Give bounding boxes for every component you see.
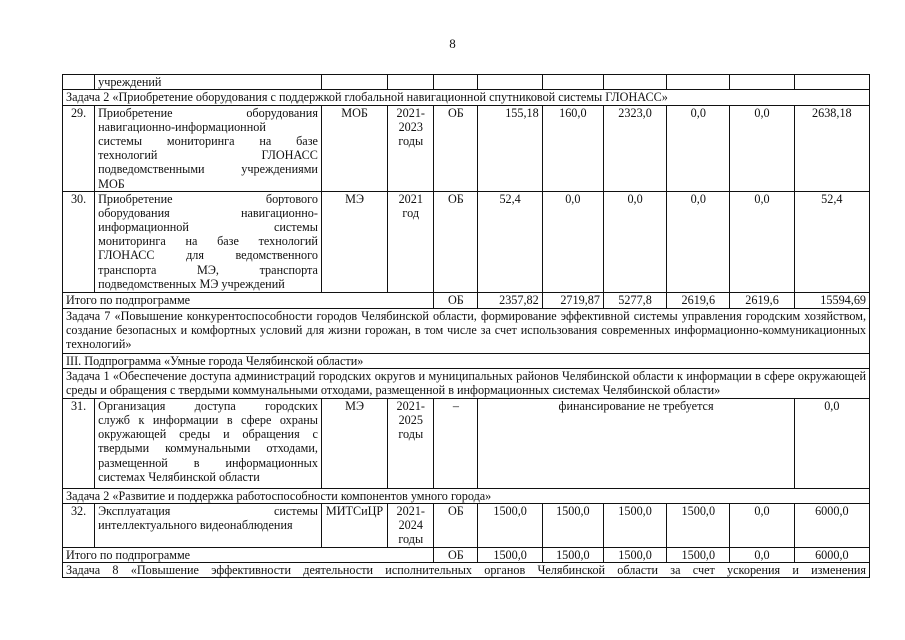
continuation-text: учреждений	[95, 75, 322, 90]
task-1: Задача 1 «Обеспечение доступа администраций городских округов и муниципальных районов Челябинской области к информации в сфере окружающей среды и обращения с твердыми коммунальными отходами, размещенной в информационных системах Челябинской области»	[63, 369, 870, 399]
table-row-31	[63, 399, 870, 489]
value-cell: 2719,87	[542, 293, 603, 309]
subtotal-label: Итого по подпрограмме	[63, 293, 434, 309]
funding-source: ОБ	[434, 192, 478, 293]
value-cell: 0,0	[730, 547, 794, 562]
value-cell: 1500,0	[667, 504, 730, 547]
value-cell: 1500,0	[603, 504, 666, 547]
measure-name: Эксплуатация системы интеллектуального видеонаблюдения	[95, 504, 322, 547]
row-number: 31.	[63, 399, 95, 489]
value-cell: 0,0	[667, 106, 730, 192]
funding-source: ОБ	[434, 293, 478, 309]
value-cell: 2357,82	[478, 293, 542, 309]
task-row	[63, 369, 870, 399]
years: 2021- 2025 годы	[388, 399, 434, 489]
row-number: 32.	[63, 504, 95, 547]
years: 2021- 2024 годы	[388, 504, 434, 547]
executor: МОБ	[321, 106, 387, 192]
total-cell: 15594,69	[794, 293, 869, 309]
page-number: 8	[449, 36, 456, 51]
measure-name: Организация доступа городских служб к информации в сфере охраны окружающей среды и обращения с твердыми коммунальными отходами, размещенной в информационных системах Челябинской области	[95, 399, 322, 489]
value-cell: 155,18	[478, 106, 542, 192]
executor: МИТСиЦР	[321, 504, 387, 547]
task-row	[63, 489, 870, 504]
row-number: 29.	[63, 106, 95, 192]
value-cell: 0,0	[730, 106, 794, 192]
value-cell: 1500,0	[478, 547, 542, 562]
funding-source: ОБ	[434, 106, 478, 192]
row-number: 30.	[63, 192, 95, 293]
value-cell: 0,0	[667, 192, 730, 293]
total-cell: 2638,18	[794, 106, 869, 192]
value-cell: 2619,6	[667, 293, 730, 309]
total-cell: 0,0	[794, 399, 869, 489]
value-cell: 0,0	[730, 192, 794, 293]
value-cell: 0,0	[730, 504, 794, 547]
total-cell: 6000,0	[794, 504, 869, 547]
value-cell: 1500,0	[542, 504, 603, 547]
financing-note: финансирование не требуется	[478, 399, 794, 489]
task-8: Задача 8 «Повышение эффективности деятельности исполнительных органов Челябинской области за счет ускорения и изменения	[63, 562, 870, 577]
task-row	[63, 90, 870, 106]
executor: МЭ	[321, 192, 387, 293]
funding-source: –	[434, 399, 478, 489]
task-2-glonass: Задача 2 «Приобретение оборудования с поддержкой глобальной навигационной спутниковой системы ГЛОНАСС»	[63, 90, 870, 106]
subprogram-3-title: III. Подпрограмма «Умные города Челябинской области»	[63, 354, 870, 369]
years: 2021- 2023 годы	[388, 106, 434, 192]
years: 2021 год	[388, 192, 434, 293]
table-row-32	[63, 504, 870, 547]
value-cell: 0,0	[542, 192, 603, 293]
subtotal-label: Итого по подпрограмме	[63, 547, 434, 562]
funding-source: ОБ	[434, 547, 478, 562]
value-cell: 1500,0	[603, 547, 666, 562]
value-cell: 1500,0	[478, 504, 542, 547]
value-cell: 1500,0	[667, 547, 730, 562]
measure-name: Приобретение оборудования навигационно-информационной системы мониторинга на базе технологий ГЛОНАСС подведомственными учреждениями МОБ	[95, 106, 322, 192]
task-7: Задача 7 «Повышение конкурентоспособности городов Челябинской области, формирование эффективной системы управления городским хозяйством, создание безопасных и комфортных условий для жизни горожан, в том числе за счет использования современных информационно-коммуникационных технологий»	[63, 309, 870, 354]
value-cell: 52,4	[478, 192, 542, 293]
funding-source: ОБ	[434, 504, 478, 547]
task-row	[63, 309, 870, 354]
subtotal-row	[63, 293, 870, 309]
measure-name: Приобретение бортового оборудования навигационно- информационной системы мониторинга на базе технологий ГЛОНАСС для ведомственного транспорта МЭ, транспорта подведомственных МЭ учреждений	[95, 192, 322, 293]
subtotal-row	[63, 547, 870, 562]
task-2-smart-city: Задача 2 «Развитие и поддержка работоспособности компонентов умного города»	[63, 489, 870, 504]
executor: МЭ	[321, 399, 387, 489]
table-row-29	[63, 106, 870, 192]
table-row-30	[63, 192, 870, 293]
value-cell: 5277,8	[603, 293, 666, 309]
total-cell: 6000,0	[794, 547, 869, 562]
value-cell: 2619,6	[730, 293, 794, 309]
value-cell: 1500,0	[542, 547, 603, 562]
program-table	[62, 74, 870, 578]
total-cell: 52,4	[794, 192, 869, 293]
continuation-row	[63, 75, 870, 90]
value-cell: 2323,0	[603, 106, 666, 192]
subprogram-row	[63, 354, 870, 369]
task-row	[63, 562, 870, 577]
value-cell: 0,0	[603, 192, 666, 293]
value-cell: 160,0	[542, 106, 603, 192]
